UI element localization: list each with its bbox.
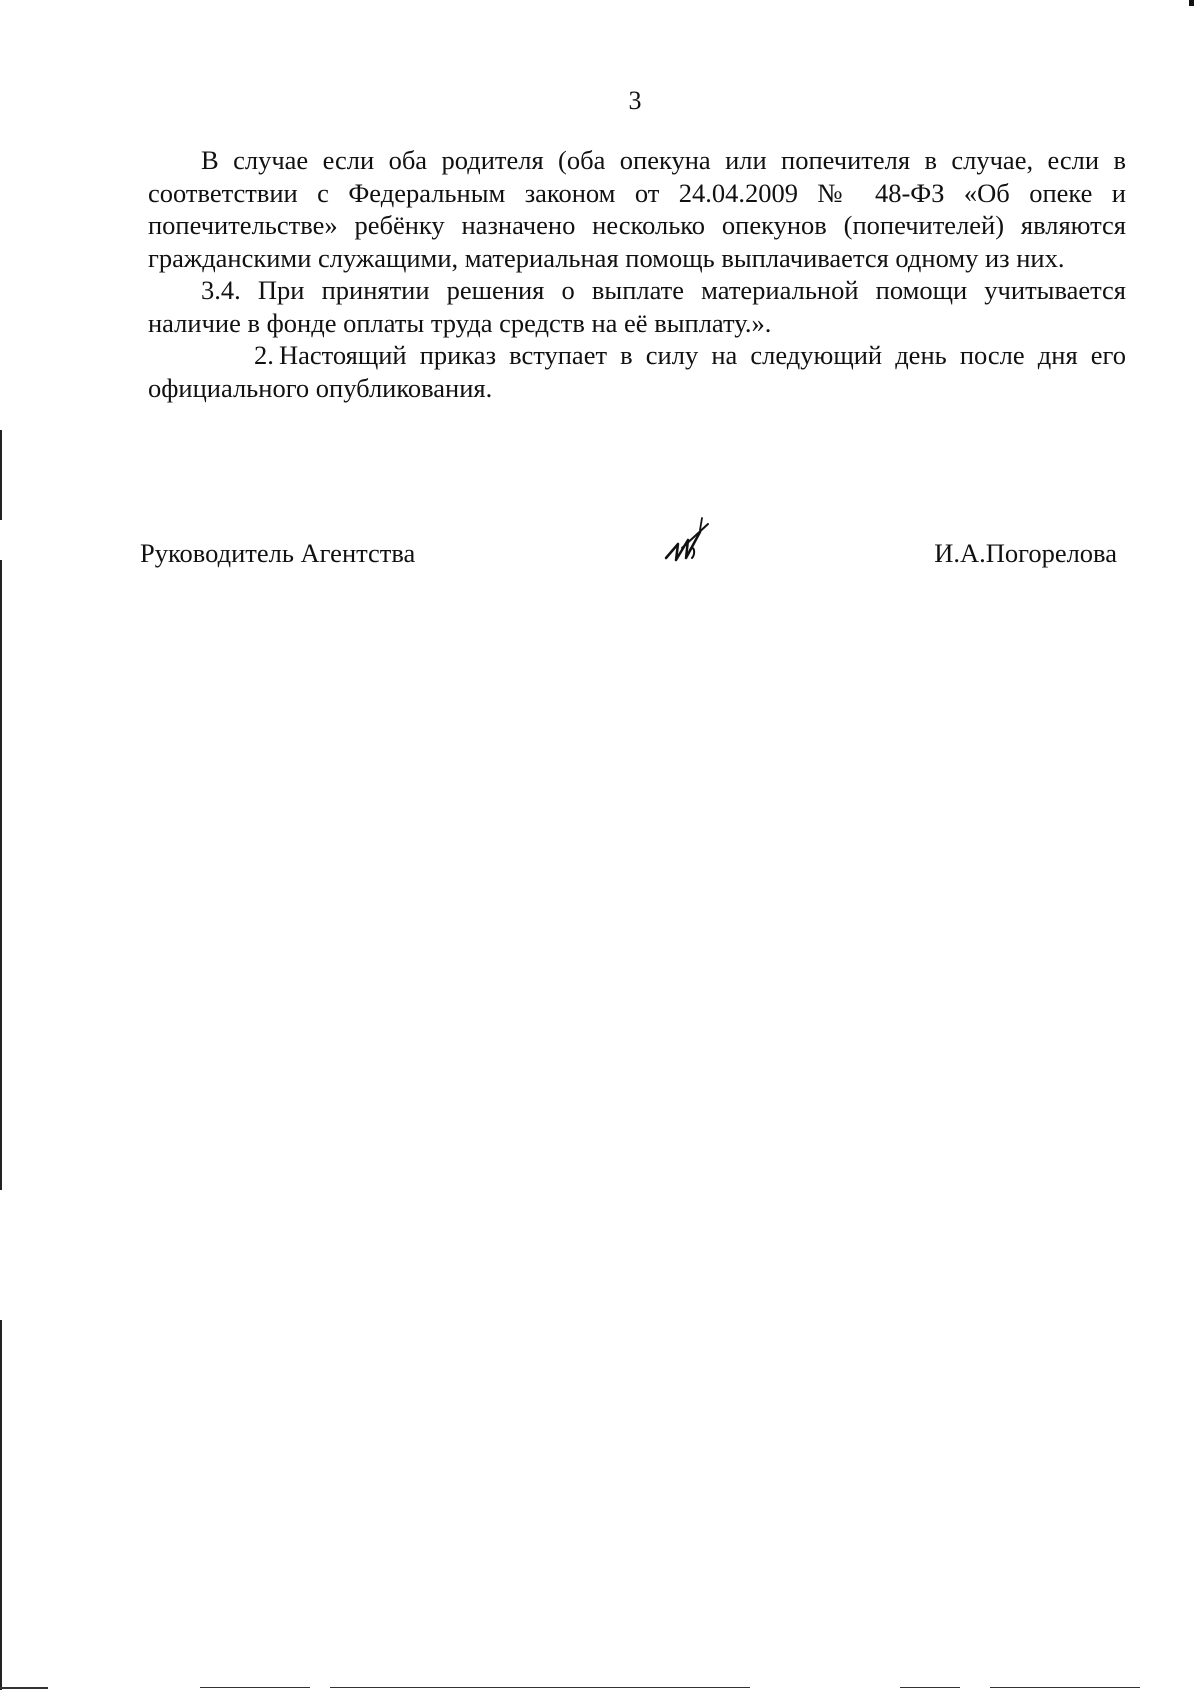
item-text: Настоящий приказ вступает в силу на следующий день после дня его официального опубликования. xyxy=(148,340,1126,403)
scan-edge-left xyxy=(0,1320,2,1690)
signatory-name: И.А.Погорелова xyxy=(934,538,1117,568)
scan-edge-bottom xyxy=(900,1687,960,1688)
handwritten-signature xyxy=(656,514,716,570)
scan-edge-left xyxy=(0,560,2,1190)
paragraph-3-4: 3.4. При принятии решения о выплате материальной помощи учитывается наличие в фонде оплаты труда средств на её выплату.». xyxy=(148,275,1126,338)
paragraph-guardians: В случае если оба родителя (оба опекуна или попечителя в случае, если в соответствии с Федеральным законом от 24.04.2009 № 48-ФЗ «Об опеке и попечительстве» ребёнку назначено несколько опекунов (попечителей) являются гражданскими служащими, материальная помощь выплачивается одному из них. xyxy=(148,145,1126,273)
paragraph-item-2 xyxy=(148,339,1126,404)
signature-block xyxy=(140,538,1120,588)
item-number: 2. xyxy=(254,340,274,370)
document-body xyxy=(148,144,1126,404)
scan-edge-bottom xyxy=(330,1687,750,1688)
scan-edge-bottom xyxy=(0,1687,48,1689)
signatory-position: Руководитель Агентства xyxy=(140,538,416,568)
scan-edge-left xyxy=(0,430,2,520)
page-number: 3 xyxy=(628,86,642,115)
scan-edge-bottom xyxy=(990,1687,1140,1688)
scan-mark xyxy=(1189,0,1194,6)
scan-edge-bottom xyxy=(200,1687,310,1688)
